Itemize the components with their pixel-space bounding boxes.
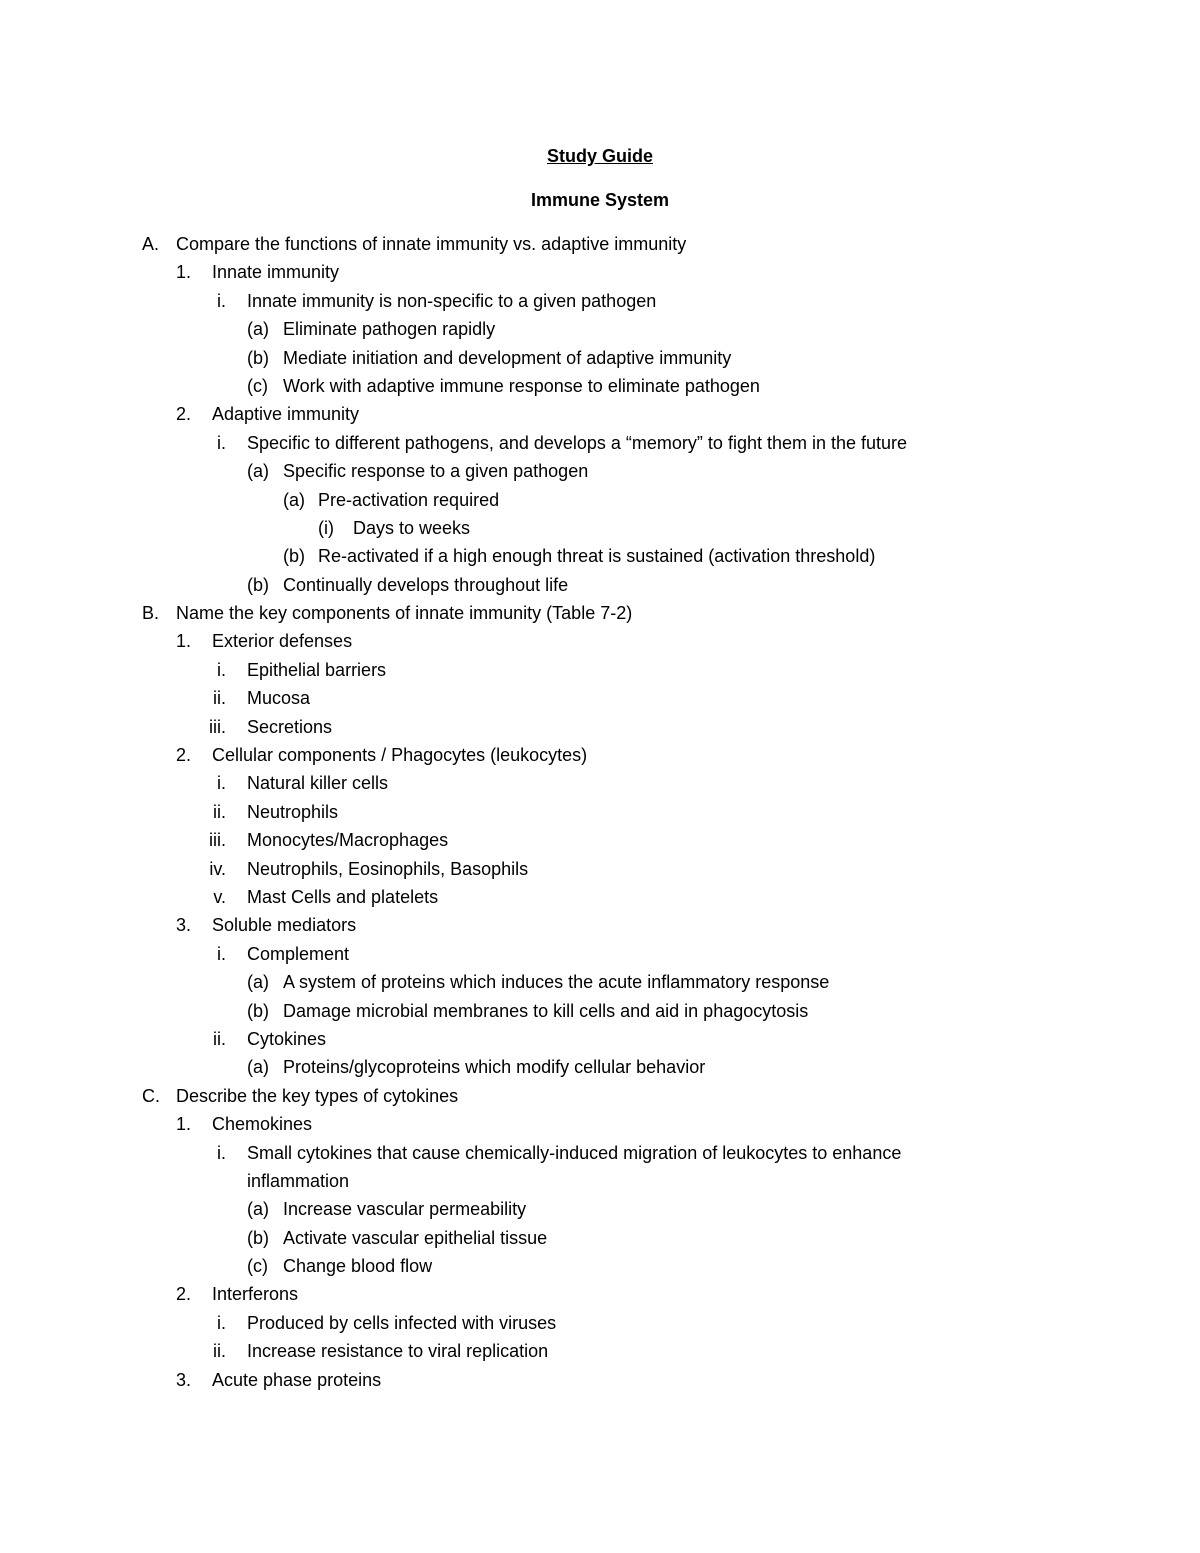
outline-item-marker: iii.: [209, 716, 226, 737]
outline-item: [0, 855, 1200, 883]
outline-item-marker: i.: [217, 773, 226, 794]
outline-item-text: Proteins/glycoproteins which modify cellular behavior: [283, 1057, 706, 1078]
outline-item: [0, 287, 1200, 315]
outline-list: [0, 230, 1200, 1394]
outline-item-text: Monocytes/Macrophages: [247, 830, 449, 851]
outline-item: [0, 968, 1200, 996]
outline-item-text: Secretions: [247, 716, 333, 737]
outline-item: [0, 1025, 1200, 1053]
outline-item-marker: (b): [283, 546, 305, 567]
outline-item-marker: C.: [142, 1085, 160, 1106]
outline-item-text: Activate vascular epithelial tissue: [283, 1227, 548, 1248]
outline-item-text: Increase resistance to viral replication: [247, 1341, 549, 1362]
outline-item-marker: 2.: [176, 404, 192, 425]
outline-item-marker: (a): [247, 1057, 269, 1078]
outline-item-text: Continually develops throughout life: [283, 574, 569, 595]
outline-item: [0, 315, 1200, 343]
outline-item: [0, 571, 1200, 599]
outline-item-text: Neutrophils, Eosinophils, Basophils: [247, 858, 529, 879]
outline-item-text: Small cytokines that cause chemically-induced migration of leukocytes to enhance: [247, 1142, 902, 1163]
outline-item-text: Specific to different pathogens, and develops a “memory” to fight them in the future: [247, 432, 908, 453]
outline-item-text: Eliminate pathogen rapidly: [283, 319, 496, 340]
outline-item-text: Neutrophils: [247, 801, 339, 822]
outline-item: [0, 713, 1200, 741]
outline-item: [0, 1167, 1200, 1195]
outline-item-text: Interferons: [212, 1284, 299, 1305]
outline-item: [0, 741, 1200, 769]
outline-item: [0, 599, 1200, 627]
outline-item: [0, 1082, 1200, 1110]
outline-item: [0, 1195, 1200, 1223]
outline-item: [0, 1366, 1200, 1394]
outline-item: [0, 1280, 1200, 1308]
outline-item-text: Work with adaptive immune response to eliminate pathogen: [283, 375, 760, 396]
outline-item: [0, 997, 1200, 1025]
outline-item: [0, 542, 1200, 570]
outline-item-marker: iv.: [209, 858, 226, 879]
outline-item-marker: 1.: [176, 1114, 192, 1135]
outline-item-text: Natural killer cells: [247, 773, 389, 794]
outline-item-text: Cellular components / Phagocytes (leukocytes): [212, 745, 588, 766]
outline-item-text: Specific response to a given pathogen: [283, 461, 589, 482]
outline-item: [0, 1053, 1200, 1081]
outline-item-marker: ii.: [213, 688, 226, 709]
outline-item-marker: (c): [247, 375, 268, 396]
outline-item-marker: ii.: [213, 1341, 226, 1362]
outline-item-marker: iii.: [209, 830, 226, 851]
outline-item-text: Damage microbial membranes to kill cells and aid in phagocytosis: [283, 1000, 809, 1021]
outline-item-text: Mediate initiation and development of adaptive immunity: [283, 347, 732, 368]
outline-item-marker: i.: [217, 943, 226, 964]
outline-item-marker: i.: [217, 1312, 226, 1333]
outline-item-text: Name the key components of innate immunity (Table 7-2): [176, 603, 633, 624]
outline-item: [0, 1139, 1200, 1167]
outline-item-marker: (b): [247, 347, 269, 368]
page-subtitle: Immune System: [530, 190, 670, 210]
outline-item-marker: (a): [247, 319, 269, 340]
outline-item-text: Adaptive immunity: [212, 404, 360, 425]
outline-item: [0, 883, 1200, 911]
outline-item-marker: (a): [247, 972, 269, 993]
outline-item-marker: (b): [247, 1000, 269, 1021]
outline-item-text: Mucosa: [247, 688, 311, 709]
outline-item-marker: 3.: [176, 1369, 192, 1390]
outline-item-text: Innate immunity: [212, 262, 340, 283]
outline-item: [0, 400, 1200, 428]
outline-item-marker: 3.: [176, 915, 192, 936]
outline-item-text: Increase vascular permeability: [283, 1199, 527, 1220]
outline-item-marker: (b): [247, 1227, 269, 1248]
outline-item-text: Re-activated if a high enough threat is sustained (activation threshold): [318, 546, 876, 567]
outline-item-text: Describe the key types of cytokines: [176, 1085, 459, 1106]
outline-item-marker: 1.: [176, 262, 192, 283]
outline-item: [0, 684, 1200, 712]
outline-item-text: Cytokines: [247, 1028, 327, 1049]
outline-item-marker: ii.: [213, 1028, 226, 1049]
outline-item: [0, 798, 1200, 826]
outline-item: [0, 769, 1200, 797]
outline-item-marker: A.: [142, 234, 160, 254]
outline-item: [0, 1224, 1200, 1252]
outline-item-marker: (i): [318, 517, 334, 538]
outline-item-text: Mast Cells and platelets: [247, 886, 439, 907]
outline-item: [0, 911, 1200, 939]
outline-item-marker: i.: [217, 432, 226, 453]
outline-item-marker: 2.: [176, 1284, 192, 1305]
outline-item-text: Soluble mediators: [212, 915, 357, 936]
outline-item-marker: i.: [217, 659, 226, 680]
outline-item-marker: B.: [142, 603, 160, 624]
outline-item-marker: (a): [283, 489, 305, 510]
outline-item: [0, 1110, 1200, 1138]
outline-item-marker: v.: [213, 886, 226, 907]
outline-item-text: A system of proteins which induces the acute inflammatory response: [283, 972, 830, 993]
outline-item: [0, 826, 1200, 854]
outline-item: [0, 457, 1200, 485]
outline-item-marker: ii.: [213, 801, 226, 822]
outline-item-text: Change blood flow: [283, 1256, 433, 1277]
outline-item: [0, 429, 1200, 457]
outline-item: [0, 372, 1200, 400]
outline-item: [0, 627, 1200, 655]
outline-item-marker: (c): [247, 1256, 268, 1277]
outline-item-text: Produced by cells infected with viruses: [247, 1312, 557, 1333]
outline-item: [0, 344, 1200, 372]
outline-item: [0, 1252, 1200, 1280]
outline-item: [0, 1337, 1200, 1365]
outline-item-text: Epithelial barriers: [247, 659, 387, 680]
outline-item-marker: i.: [217, 290, 226, 311]
outline-item: [0, 940, 1200, 968]
outline-item-text: Compare the functions of innate immunity vs. adaptive immunity: [176, 234, 687, 254]
outline-item: [0, 1309, 1200, 1337]
outline-item-text: Exterior defenses: [212, 631, 353, 652]
outline-item-text: Chemokines: [212, 1114, 313, 1135]
outline-item: [0, 514, 1200, 542]
outline-item-marker: 1.: [176, 631, 192, 652]
outline-item-marker: (b): [247, 574, 269, 595]
outline-item: [0, 230, 1200, 258]
outline-item: [0, 486, 1200, 514]
outline-item-marker: 2.: [176, 745, 192, 766]
outline-item-text: inflammation: [247, 1170, 350, 1191]
outline-item-marker: (a): [247, 1199, 269, 1220]
outline-item: [0, 656, 1200, 684]
outline-item-text: Pre-activation required: [318, 489, 500, 510]
outline-item-text: Acute phase proteins: [212, 1369, 382, 1390]
outline-item: [0, 258, 1200, 286]
outline-item-text: Complement: [247, 943, 350, 964]
page-title: Study Guide: [546, 146, 653, 166]
outline-item-text: Days to weeks: [353, 517, 471, 538]
outline-item-marker: i.: [217, 1142, 226, 1163]
outline-item-text: Innate immunity is non-specific to a given pathogen: [247, 290, 657, 311]
outline-item-marker: (a): [247, 461, 269, 482]
